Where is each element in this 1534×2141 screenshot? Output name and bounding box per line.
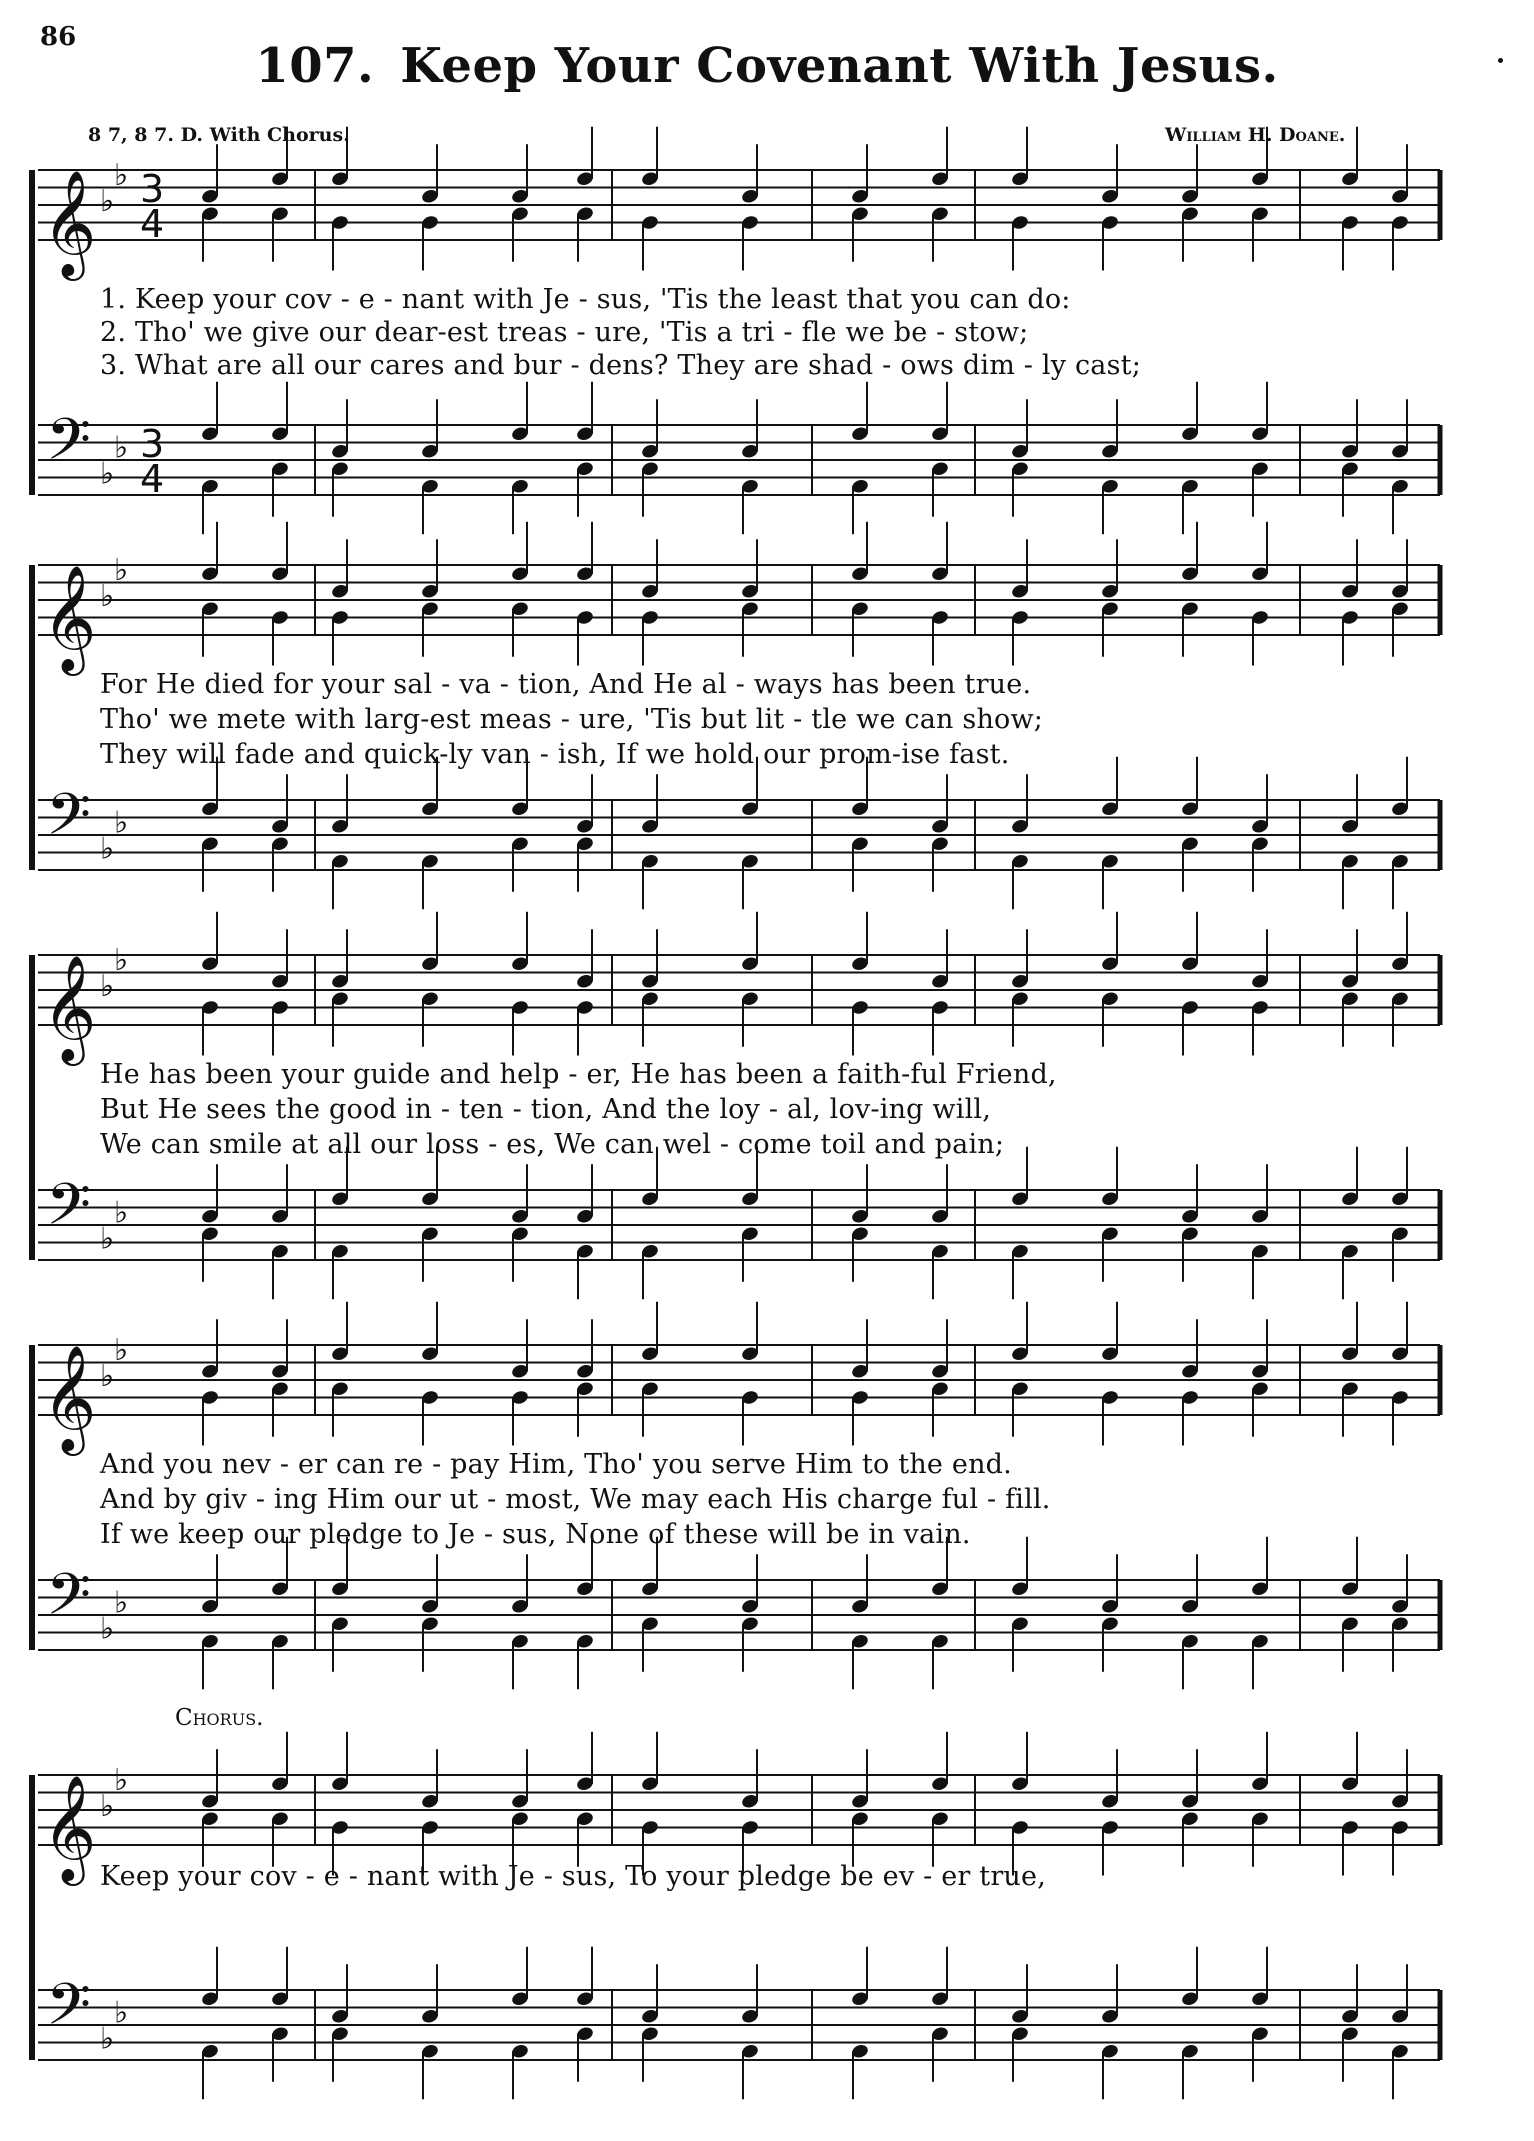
treble-chord: [1340, 127, 1359, 271]
treble-chord: [330, 1302, 349, 1437]
treble-chord: [1010, 127, 1029, 271]
bass-chord: [420, 1964, 439, 2099]
bass-chord: [330, 774, 349, 909]
treble-chord: [420, 1302, 439, 1446]
bass-chord: [270, 1537, 289, 1690]
treble-chord: [1340, 1732, 1359, 1876]
treble-chord: [850, 144, 869, 262]
treble-chord: [640, 1732, 659, 1876]
bass-chord: [200, 1947, 219, 2100]
treble-chord: [1250, 127, 1269, 262]
treble-chord: [740, 912, 759, 1047]
lyric-line: Tho' we mete with larg-est meas - ure, 'Tis but lit - tle we can show;: [100, 704, 1044, 735]
treble-chord: [510, 1749, 529, 1867]
bass-chord: [640, 1964, 659, 2082]
bass-chord: [420, 399, 439, 534]
treble-chord: [740, 1749, 759, 1875]
treble-chord: [330, 539, 349, 665]
bass-key-flat: ♭: [114, 805, 129, 841]
time-signature-top: 3: [140, 167, 165, 211]
bass-chord: [930, 1537, 949, 1690]
page-number: 86: [40, 22, 77, 52]
bass-key-flat: ♭: [100, 456, 115, 492]
bass-chord: [850, 757, 869, 892]
bass-chord: [1180, 1554, 1199, 1689]
treble-chord: [200, 1319, 219, 1445]
lyric-line: 2. Tho' we give our dear-est treas - ure, 'Tis a tri - fle we be - stow;: [100, 317, 1029, 348]
treble-chord: [850, 1319, 869, 1445]
treble-chord: [1250, 1732, 1269, 1867]
treble-chord: [1100, 1749, 1119, 1875]
treble-key-flat: ♭: [100, 184, 115, 219]
treble-chord: [1390, 539, 1409, 657]
bass-chord: [740, 1147, 759, 1282]
bass-clef: 𝄢: [46, 405, 92, 488]
treble-key-flat: ♭: [114, 552, 129, 588]
bass-key-flat: ♭: [100, 831, 115, 867]
bass-key-flat: ♭: [100, 1611, 115, 1647]
bass-chord: [640, 774, 659, 909]
bass-chord: [850, 382, 869, 535]
bass-chord: [575, 774, 594, 892]
treble-chord: [330, 929, 349, 1047]
bass-chord: [740, 1964, 759, 2099]
treble-chord: [510, 522, 529, 657]
bass-chord: [420, 1554, 439, 1672]
treble-chord: [1010, 1302, 1029, 1437]
bass-chord: [740, 757, 759, 910]
bass-chord: [850, 1164, 869, 1282]
treble-chord: [1180, 522, 1199, 657]
treble-clef: 𝄞: [42, 954, 97, 1061]
treble-chord: [1180, 144, 1199, 262]
treble-chord: [850, 1749, 869, 1867]
bass-chord: [270, 1947, 289, 2082]
bass-chord: [510, 382, 529, 535]
bass-chord: [270, 1164, 289, 1299]
treble-chord: [575, 929, 594, 1055]
treble-clef: 𝄞: [42, 1344, 97, 1451]
treble-chord: [330, 127, 349, 271]
treble-chord: [1100, 1302, 1119, 1446]
treble-chord: [270, 522, 289, 666]
treble-chord: [420, 912, 439, 1047]
bass-chord: [1100, 1147, 1119, 1282]
treble-chord: [200, 912, 219, 1056]
treble-chord: [740, 539, 759, 657]
treble-chord: [200, 522, 219, 657]
bass-chord: [1390, 757, 1409, 910]
bass-chord: [1390, 1554, 1409, 1672]
treble-chord: [575, 1319, 594, 1437]
bass-chord: [1340, 399, 1359, 517]
treble-key-flat: ♭: [114, 157, 129, 193]
bass-chord: [1250, 1947, 1269, 2082]
bass-chord: [1390, 1147, 1409, 1282]
treble-chord: [1010, 1732, 1029, 1876]
lyric-line: We can smile at all our loss - es, We can wel - come toil and pain;: [100, 1129, 1005, 1160]
bass-chord: [1340, 774, 1359, 909]
bass-chord: [200, 757, 219, 892]
bass-key-flat: ♭: [114, 1995, 129, 2031]
treble-chord: [270, 1732, 289, 1867]
bass-chord: [1010, 1147, 1029, 1300]
bass-key-flat: ♭: [114, 430, 129, 466]
treble-chord: [1010, 539, 1029, 665]
treble-chord: [1180, 1749, 1199, 1867]
bass-chord: [1180, 1164, 1199, 1282]
bass-chord: [930, 1164, 949, 1299]
bass-chord: [850, 1947, 869, 2100]
treble-chord: [510, 912, 529, 1056]
bass-clef: 𝄢: [46, 780, 92, 863]
treble-chord: [420, 1749, 439, 1875]
treble-chord: [1100, 912, 1119, 1047]
bass-chord: [510, 1554, 529, 1689]
treble-key-flat: ♭: [100, 579, 115, 614]
bass-chord: [575, 1164, 594, 1299]
composer-credit: William H. Doane.: [1165, 124, 1346, 146]
treble-chord: [740, 144, 759, 270]
treble-chord: [1250, 522, 1269, 666]
bass-chord: [1100, 399, 1119, 534]
treble-chord: [930, 929, 949, 1055]
bass-chord: [575, 382, 594, 517]
bass-chord: [1180, 1947, 1199, 2100]
treble-chord: [575, 522, 594, 666]
bass-chord: [930, 1947, 949, 2082]
bass-clef: 𝄢: [46, 1170, 92, 1253]
treble-chord: [420, 144, 439, 270]
hymn-number: 107.: [255, 38, 375, 94]
bass-chord: [1180, 382, 1199, 535]
treble-clef: 𝄞: [42, 564, 97, 671]
treble-chord: [1100, 144, 1119, 270]
treble-chord: [1250, 1319, 1269, 1437]
bass-chord: [930, 382, 949, 517]
time-signature-top: 3: [140, 422, 165, 466]
treble-chord: [640, 929, 659, 1047]
treble-chord: [200, 1749, 219, 1867]
bass-key-flat: ♭: [114, 1195, 129, 1231]
treble-chord: [1250, 929, 1269, 1055]
lyric-line: And you nev - er can re - pay Him, Tho' you serve Him to the end.: [100, 1449, 1012, 1480]
bass-chord: [640, 1537, 659, 1672]
bass-chord: [1100, 1554, 1119, 1672]
bass-chord: [420, 1147, 439, 1282]
bass-chord: [1390, 399, 1409, 534]
lyric-line: 3. What are all our cares and bur - dens? They are shad - ows dim - ly cast;: [100, 350, 1141, 381]
treble-clef: 𝄞: [42, 1774, 97, 1881]
bass-chord: [200, 1164, 219, 1282]
treble-chord: [200, 144, 219, 262]
bass-chord: [1010, 774, 1029, 909]
bass-chord: [1340, 1537, 1359, 1672]
bass-chord: [1100, 1964, 1119, 2099]
treble-key-flat: ♭: [100, 969, 115, 1004]
treble-chord: [510, 144, 529, 262]
bass-chord: [510, 757, 529, 892]
bass-chord: [1100, 757, 1119, 910]
treble-chord: [1100, 539, 1119, 657]
treble-chord: [270, 127, 289, 262]
bass-chord: [1250, 382, 1269, 517]
treble-chord: [1340, 929, 1359, 1047]
lyric-line: He has been your guide and help - er, He has been a faith-ful Friend,: [100, 1059, 1057, 1090]
bass-chord: [200, 1554, 219, 1689]
bass-chord: [1180, 757, 1199, 892]
treble-chord: [1340, 539, 1359, 665]
bass-chord: [1340, 1147, 1359, 1300]
bass-chord: [1390, 1964, 1409, 2099]
bass-clef: 𝄢: [46, 1970, 92, 2053]
treble-chord: [1390, 144, 1409, 270]
bass-chord: [850, 1554, 869, 1689]
treble-key-flat: ♭: [100, 1359, 115, 1394]
bass-chord: [200, 382, 219, 535]
bass-chord: [1250, 774, 1269, 892]
bass-chord: [330, 1147, 349, 1300]
treble-key-flat: ♭: [114, 942, 129, 978]
lyric-line: 1. Keep your cov - e - nant with Je - sus, 'Tis the least that you can do:: [100, 284, 1071, 315]
treble-chord: [1340, 1302, 1359, 1437]
bass-chord: [930, 774, 949, 892]
lyric-line: They will fade and quick-ly van - ish, If we hold our prom-ise fast.: [100, 739, 1010, 770]
treble-chord: [1180, 1319, 1199, 1445]
bass-chord: [270, 774, 289, 892]
treble-chord: [930, 1732, 949, 1867]
bass-chord: [420, 757, 439, 910]
treble-key-flat: ♭: [100, 1789, 115, 1824]
treble-chord: [640, 539, 659, 665]
bass-chord: [1250, 1537, 1269, 1690]
bass-clef: 𝄢: [46, 1560, 92, 1643]
bass-key-flat: ♭: [114, 1585, 129, 1621]
bass-chord: [510, 1947, 529, 2100]
treble-chord: [930, 127, 949, 262]
bass-chord: [640, 1147, 659, 1300]
bass-key-flat: ♭: [100, 1221, 115, 1257]
treble-chord: [930, 1319, 949, 1437]
treble-chord: [640, 1302, 659, 1437]
bass-chord: [510, 1164, 529, 1282]
treble-chord: [1180, 912, 1199, 1056]
treble-chord: [330, 1732, 349, 1876]
bass-chord: [1010, 1964, 1029, 2082]
bass-chord: [330, 399, 349, 517]
treble-chord: [575, 127, 594, 262]
treble-chord: [1390, 1749, 1409, 1875]
lyric-line: If we keep our pledge to Je - sus, None of these will be in vain.: [100, 1519, 971, 1550]
treble-chord: [420, 539, 439, 657]
treble-chord: [270, 1319, 289, 1437]
treble-chord: [270, 929, 289, 1055]
bass-chord: [330, 1964, 349, 2082]
bass-chord: [270, 382, 289, 517]
hymn-title-text: Keep Your Covenant With Jesus.: [400, 38, 1279, 94]
treble-key-flat: ♭: [114, 1332, 129, 1368]
treble-chord: [575, 1732, 594, 1867]
treble-chord: [640, 127, 659, 271]
lyric-line: And by giv - ing Him our ut - most, We may each His charge ful - fill.: [100, 1484, 1051, 1515]
treble-chord: [850, 522, 869, 657]
treble-chord: [1390, 1302, 1409, 1446]
treble-chord: [510, 1319, 529, 1445]
bass-chord: [575, 1537, 594, 1690]
bass-chord: [330, 1537, 349, 1672]
meter-label: 8 7, 8 7. D. With Chorus.: [88, 124, 350, 146]
bass-chord: [575, 1947, 594, 2082]
treble-clef: 𝄞: [42, 169, 97, 276]
time-signature-bottom: 4: [140, 457, 165, 501]
bass-chord: [1250, 1164, 1269, 1299]
treble-chord: [1390, 912, 1409, 1047]
bass-chord: [1010, 399, 1029, 517]
bass-chord: [740, 399, 759, 534]
bass-key-flat: ♭: [100, 2021, 115, 2057]
bass-chord: [1010, 1537, 1029, 1672]
lyric-line: Keep your cov - e - nant with Je - sus, To your pledge be ev - er true,: [100, 1861, 1046, 1892]
bass-chord: [640, 399, 659, 517]
treble-chord: [740, 1302, 759, 1446]
treble-key-flat: ♭: [114, 1762, 129, 1798]
treble-chord: [930, 522, 949, 666]
treble-chord: [850, 912, 869, 1056]
treble-chord: [1010, 929, 1029, 1047]
time-signature-bottom: 4: [140, 202, 165, 246]
bass-chord: [1340, 1964, 1359, 2082]
chorus-label: Chorus.: [175, 1705, 264, 1731]
lyric-line: But He sees the good in - ten - tion, And the loy - al, lov-ing will,: [100, 1094, 992, 1125]
bass-chord: [740, 1554, 759, 1672]
lyric-line: For He died for your sal - va - tion, And He al - ways has been true.: [100, 669, 1032, 700]
